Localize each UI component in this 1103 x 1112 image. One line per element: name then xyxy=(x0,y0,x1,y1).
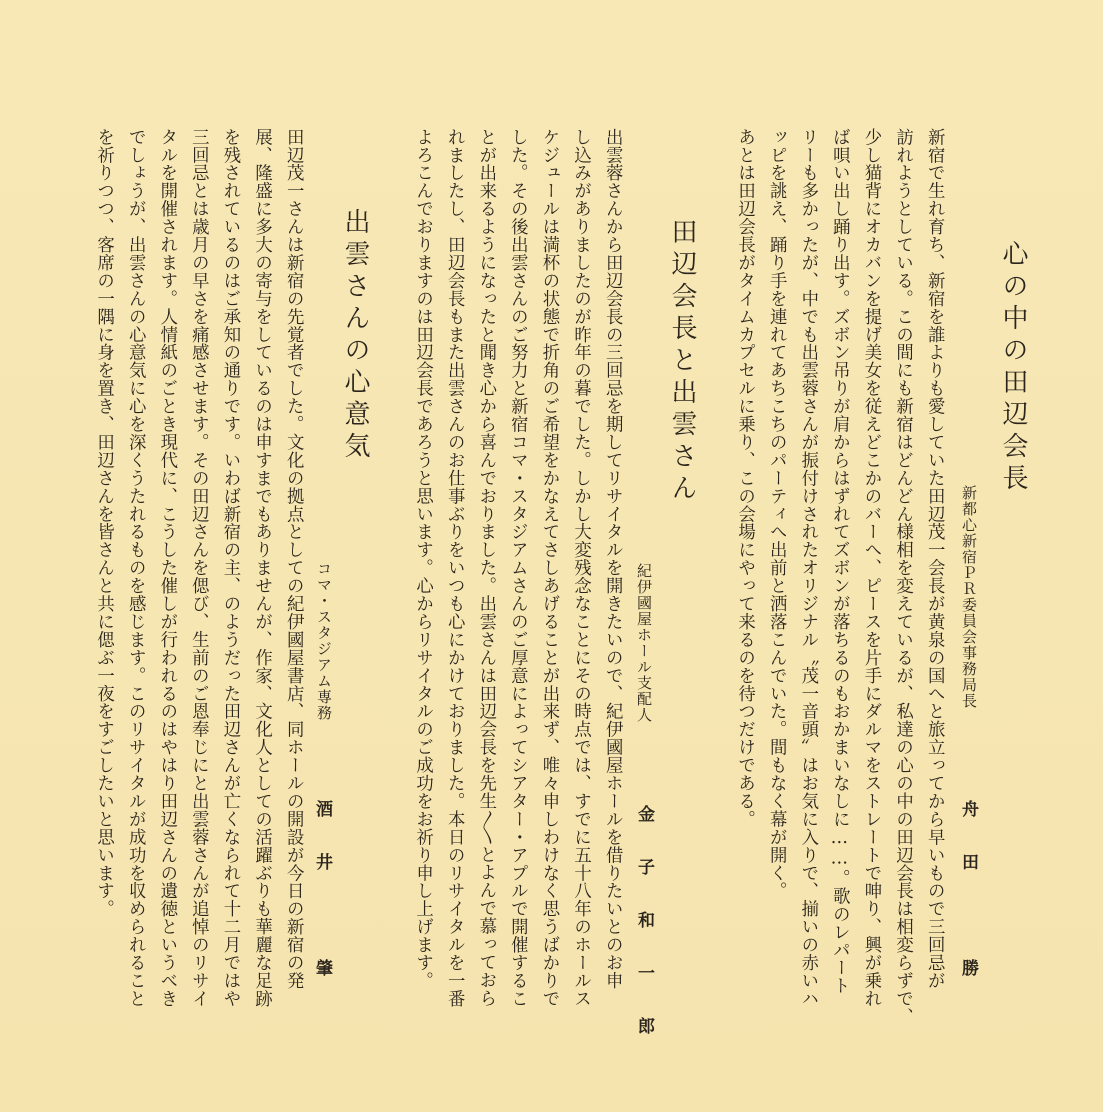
section1-title: 心の中の田辺会長 xyxy=(998,240,1028,496)
section1-author-name: 舟田 勝 xyxy=(958,800,978,1012)
section2-author-role: 紀伊國屋ホール支配人 xyxy=(635,563,653,723)
section3-title: 出雲さんの心意気 xyxy=(340,208,370,464)
section3-author-role: コマ・スタジアム専務 xyxy=(315,561,333,721)
section2-author-name: 金子和一郎 xyxy=(634,805,654,1070)
section3-body: 田辺茂一さんは新宿の先覚者でした。文化の拠点としての紀伊國屋書店、同ホールの開設が今日の新宿の発 展、隆盛に多大の寄与をしているのは申すまでもありませんが、作家、文化人としての活躍ぶりも華麗な足跡 を残されているのはご承知の通りです。いわば新宿の主、のようだった田辺さんが亡くなられて十二月ではや 三回忌とは歳月の早さを痛感させます。その田辺さんを偲び、生前のご恩奉じにと出雲蓉さんが追悼のリサイ タルを開催されます。人情紙のごとき現代に、こうした催しが行われるのはやはり田辺さんの遺徳というべき でしょうが、出雲さんの心意気に心を深くうたれるものを感じます。このリサイタルが成功を収められること を祈りつつ、客席の一隅に身を置き、田辺さんを皆さんと共に偲ぶ一夜をすごしたいと思います。 xyxy=(93,128,304,1008)
section1-author-role: 新都心新宿ＰＲ委員会事務局長 xyxy=(960,485,978,709)
section1-body: 新宿で生れ育ち、新宿を誰よりも愛していた田辺茂一会長が黄泉の国へと旅立ってから早いもので三回忌が 訪れようとしている。この間にも新宿はどんどん様相を変えているが、私達の心の中の田辺会長は相変らずで、 少し猫背にオカバンを提げ美女を従えどこかのバーへ、ピースを片手にダルマをストレートで呻り、興が乗れ ば唄い出し踊り出す。ズボン吊りが肩からはずれてズボンが落ちるのもおかまいなしに……。歌のレパート リーも多かったが、中でも出雲蓉さんが振付けされたオリジナル〝茂一音頭〟はお気に入りで、揃いの赤いハ ッピを誂え、踊り手を連れてあちこちのパーティへ出前と洒落こんでいた。間もなく幕が開く。 あとは田辺会長がタイムカプセルに乗り、この会場にやって来るのを待つだけである。 xyxy=(734,128,945,1026)
section2-title: 田辺会長と出雲さん xyxy=(667,218,697,506)
section3-author-name: 酒井 肇 xyxy=(312,800,332,1012)
section2-body: 出雲蓉さんから田辺会長の三回忌を期してリサイタルを開きたいので、紀伊國屋ホールを借りたいとのお申 し込みがありましたのが昨年の暮でした。しかし大変残念なことにその時点では、すでに五十八年のホールス ケジュールは満杯の状態で折角のご希望をかなえてさしあげることが出来ず、唯々申しわけなく思うばかりで した。その後出雲さんのご努力と新宿コマ・スタジアムさんのご厚意によってシアター・アプルで開催するこ とが出来るようになったと聞き心から喜んでおりました。出雲さんは田辺会長を先生〱とよんで慕っておら れましたし、田辺会長もまた出雲さんのお仕事ぶりをいつも心にかけておりました。本日のリサイタルを一番 よろこんでおりますのは田辺会長であろうと思います。心からリサイタルのご成功をお祈り申し上げます。 xyxy=(412,128,623,1008)
